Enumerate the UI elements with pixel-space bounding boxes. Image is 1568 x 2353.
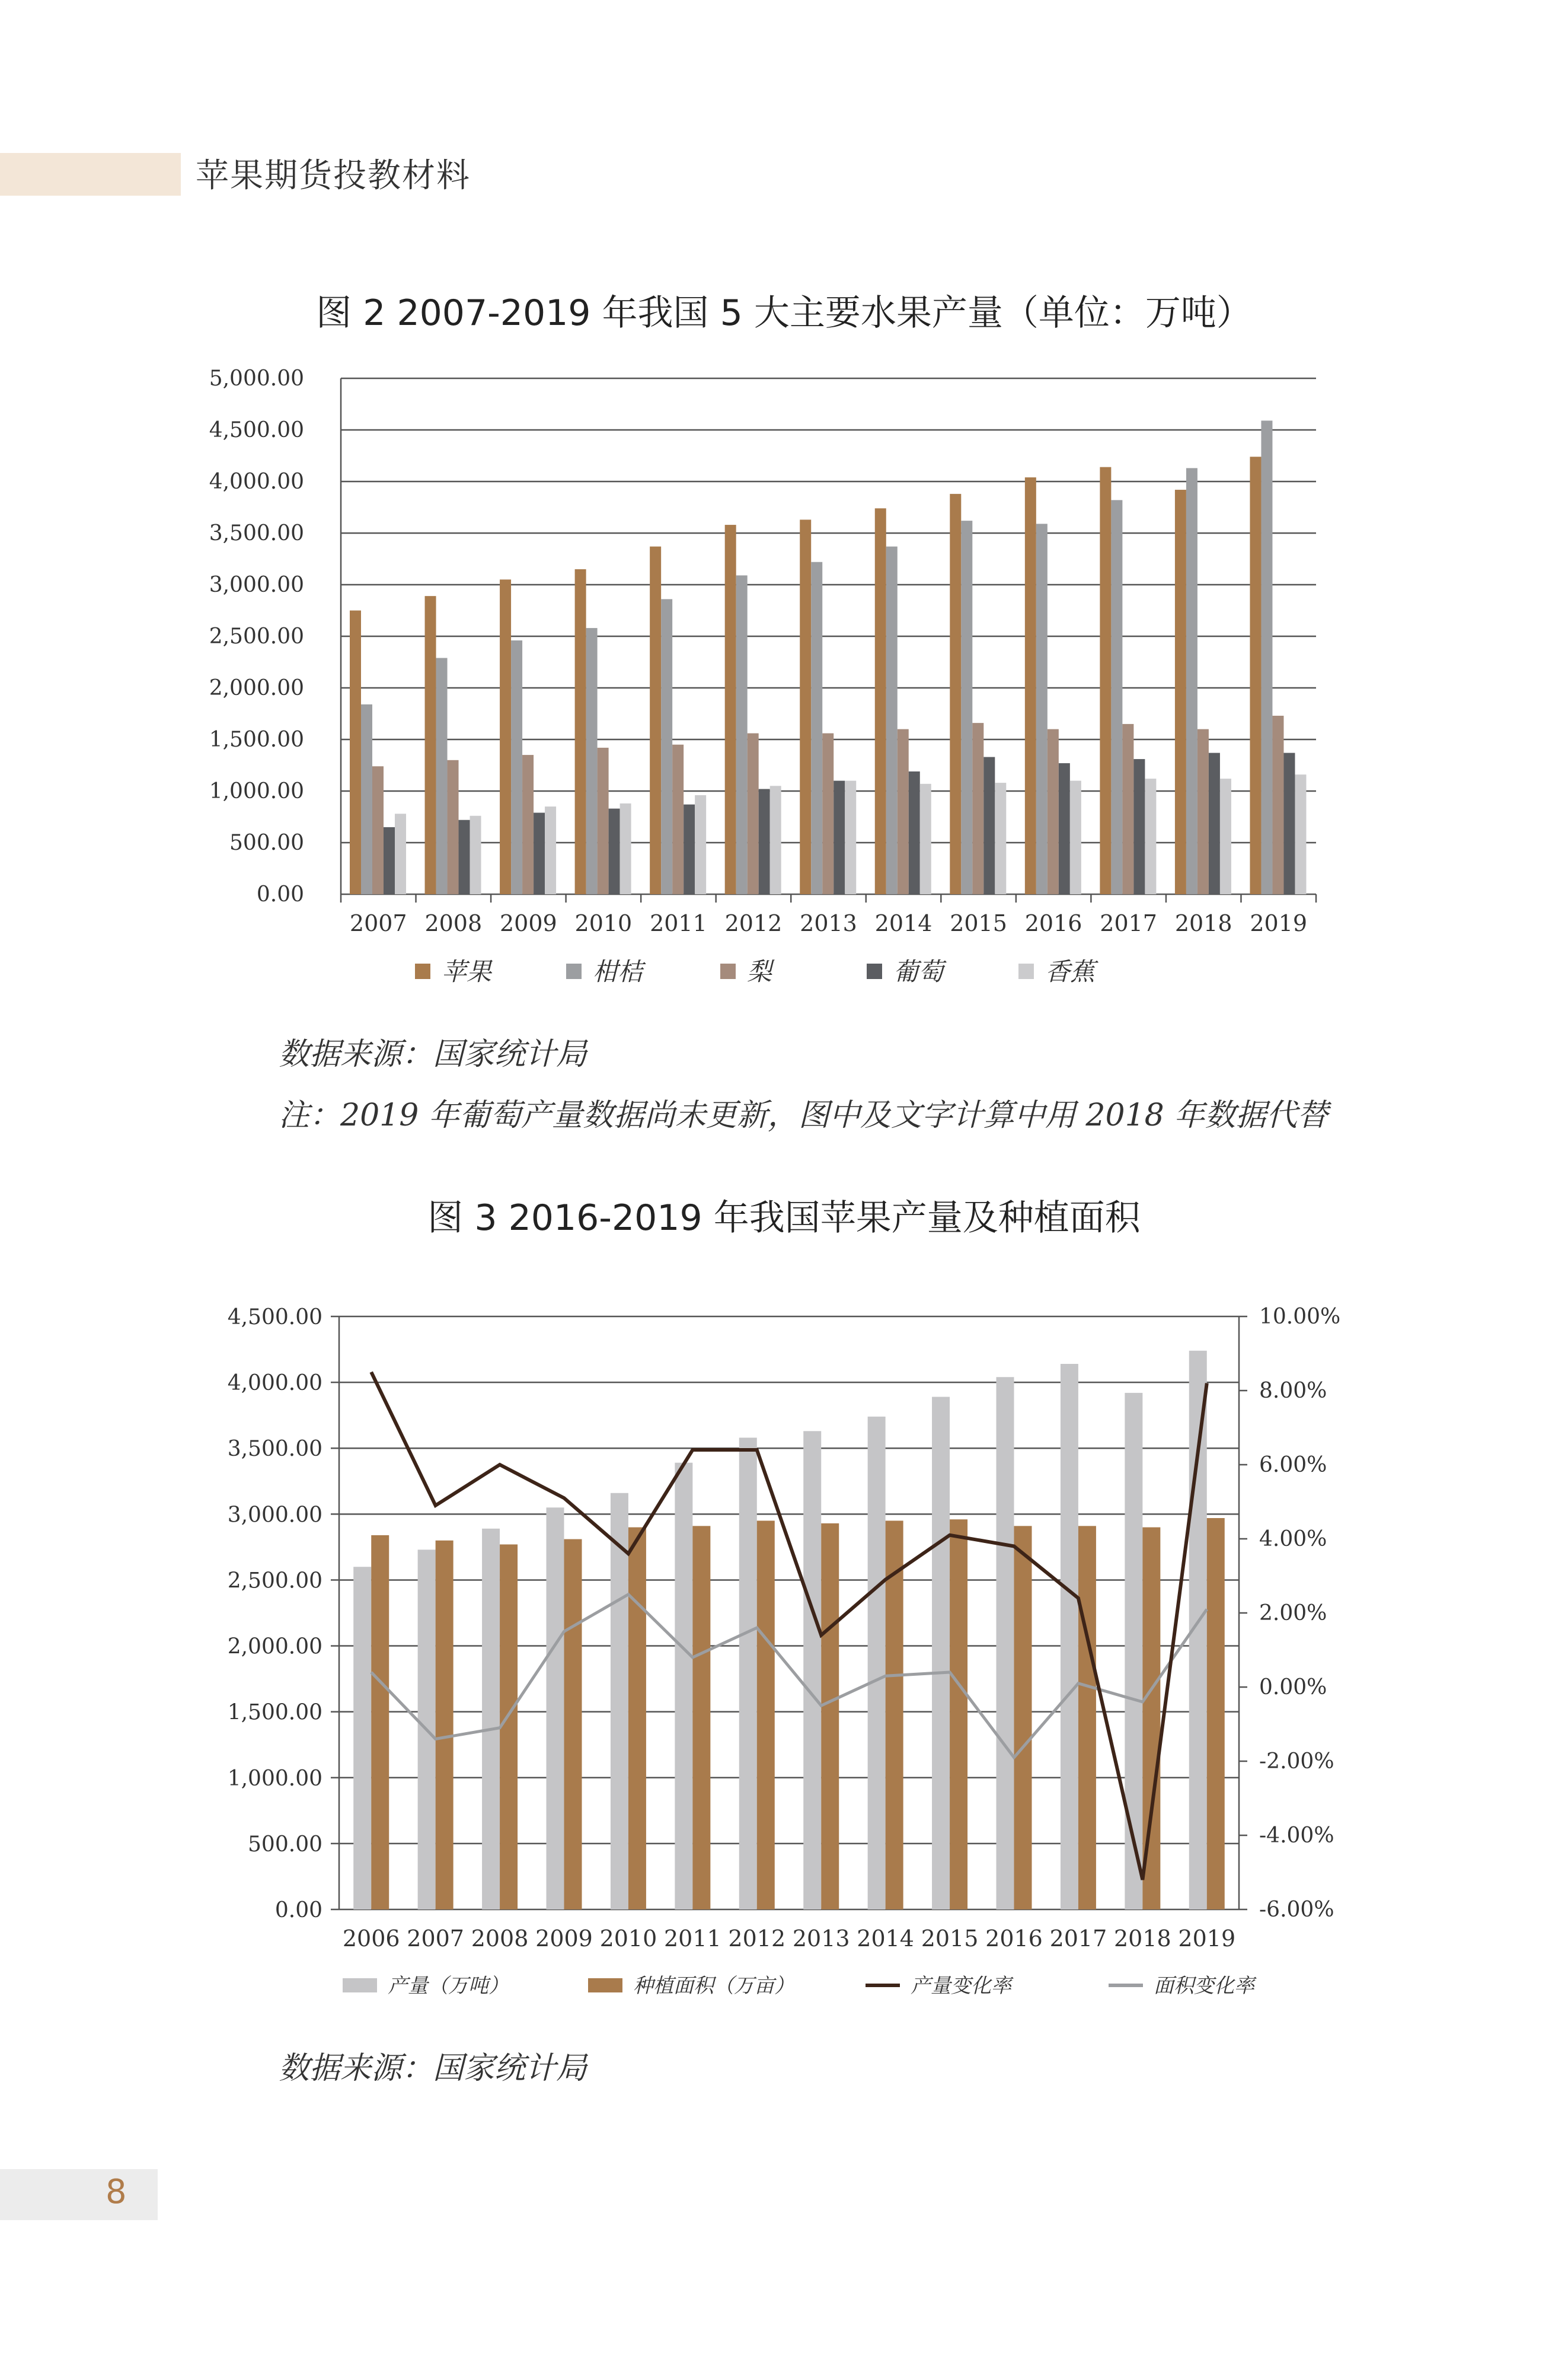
fruit-production-chart [0,332,1568,1008]
x-tick-label: 2019 [1250,910,1308,936]
x-tick-label: 2013 [792,1925,850,1952]
bar-葡萄-2012 [759,789,770,894]
y2-tick-label: -6.00% [1259,1898,1334,1922]
bar-产量（万吨）-2014 [868,1417,886,1909]
bar-苹果-2018 [1175,490,1186,894]
x-tick-label: 2010 [574,910,633,936]
bar-苹果-2010 [575,569,586,894]
x-tick-label: 2013 [800,910,857,936]
bar-梨-2010 [598,748,609,894]
document-title: 苹果期货投教材料 [196,157,471,195]
bar-柑桔-2017 [1111,500,1122,894]
bar-梨-2011 [672,745,684,894]
figure2-source: 数据来源：国家统计局 [279,1037,587,1072]
legend-label-产量变化率: 产量变化率 [911,1974,1011,1998]
bar-柑桔-2018 [1186,468,1197,894]
y-tick-label: 5,000.00 [209,366,304,391]
bar-种植面积（万亩）-2019 [1207,1518,1225,1909]
y2-tick-label: -4.00% [1259,1823,1334,1848]
bar-香蕉-2011 [695,795,706,894]
bar-香蕉-2018 [1220,779,1231,894]
bar-梨-2009 [522,755,534,894]
figure3-source: 数据来源：国家统计局 [279,2051,587,2086]
x-tick-label: 2017 [1049,1925,1107,1952]
apple-production-area-chart [0,1275,1568,2034]
bar-产量（万吨）-2018 [1125,1393,1142,1909]
bar-产量（万吨）-2013 [803,1431,821,1909]
x-tick-label: 2007 [407,1925,465,1952]
bar-产量（万吨）-2010 [611,1493,628,1909]
bar-苹果-2013 [800,519,811,894]
y-tick-label: 4,500.00 [209,418,304,442]
y-tick-label: 500.00 [229,831,304,855]
y2-tick-label: 10.00% [1259,1305,1341,1329]
bar-种植面积（万亩）-2012 [757,1520,775,1909]
bar-柑桔-2009 [511,640,522,894]
x-tick-label: 2017 [1100,910,1158,936]
legend-label-香蕉: 香蕉 [1045,957,1096,986]
y-tick-label: 1,000.00 [209,779,304,804]
x-tick-label: 2006 [342,1925,400,1952]
y-tick-label: 2,000.00 [209,676,304,700]
x-tick-label: 2009 [535,1925,593,1952]
bar-葡萄-2018 [1209,753,1220,894]
bar-柑桔-2007 [361,704,372,894]
bar-梨-2013 [822,734,834,894]
y-tick-label: 4,500.00 [227,1305,322,1329]
y-tick-label: 2,500.00 [227,1568,322,1593]
y2-tick-label: 0.00% [1259,1675,1327,1700]
bar-柑桔-2012 [736,575,748,894]
x-tick-label: 2008 [424,910,483,936]
y-tick-label: 4,000.00 [209,470,304,494]
y2-tick-label: 2.00% [1259,1601,1327,1625]
x-tick-label: 2014 [874,910,933,936]
bar-梨-2012 [748,734,759,894]
figure2-note: 注：2019 年葡萄产量数据尚未更新，图中及文字计算中用 2018 年数据代替 [279,1098,1329,1133]
figure3-title: 图 3 2016-2019 年我国苹果产量及种植面积 [427,1197,1141,1239]
legend-swatch-苹果 [415,964,430,979]
bar-梨-2014 [898,729,909,894]
x-tick-label: 2010 [599,1925,657,1952]
legend-swatch-柑桔 [566,964,582,979]
bar-梨-2007 [372,766,384,894]
y-tick-label: 3,500.00 [209,521,304,546]
bar-产量（万吨）-2009 [547,1507,564,1909]
bar-香蕉-2015 [995,783,1006,894]
bar-产量（万吨）-2012 [739,1437,757,1909]
y2-tick-label: 4.00% [1259,1527,1327,1551]
bar-香蕉-2013 [845,781,856,894]
bar-葡萄-2011 [684,805,695,894]
bar-梨-2017 [1122,724,1133,894]
bar-梨-2016 [1048,729,1059,894]
y-tick-label: 500.00 [248,1832,322,1857]
x-tick-label: 2012 [724,910,783,936]
bar-柑桔-2014 [886,547,898,894]
legend-swatch-香蕉 [1018,964,1034,979]
bar-产量（万吨）-2006 [353,1567,371,1909]
bar-种植面积（万亩）-2009 [564,1539,582,1909]
bar-葡萄-2016 [1059,763,1070,894]
bar-种植面积（万亩）-2011 [692,1526,710,1909]
bar-产量（万吨）-2011 [675,1463,692,1909]
bar-种植面积（万亩）-2010 [628,1528,646,1909]
x-tick-label: 2018 [1174,910,1232,936]
bar-梨-2019 [1272,716,1283,894]
bar-葡萄-2008 [459,820,470,894]
x-tick-label: 2016 [1024,910,1082,936]
y-tick-label: 2,000.00 [227,1634,322,1659]
legend-label-葡萄: 葡萄 [893,957,944,986]
bar-葡萄-2009 [534,813,545,894]
legend-label-种植面积（万亩）: 种植面积（万亩） [633,1974,794,1998]
legend-label-柑桔: 柑桔 [593,957,643,986]
bar-葡萄-2015 [983,757,995,894]
bar-香蕉-2009 [545,806,556,894]
x-tick-label: 2012 [728,1925,786,1952]
bar-种植面积（万亩）-2006 [371,1535,389,1909]
bar-苹果-2019 [1250,457,1261,894]
y-tick-label: 1,500.00 [209,728,304,752]
bar-种植面积（万亩）-2013 [821,1523,839,1909]
bar-香蕉-2017 [1145,779,1156,894]
y2-tick-label: 8.00% [1259,1379,1327,1403]
bar-柑桔-2010 [586,628,598,894]
bar-苹果-2007 [350,611,361,895]
bar-种植面积（万亩）-2015 [950,1519,967,1909]
legend-label-面积变化率: 面积变化率 [1154,1974,1254,1998]
bar-种植面积（万亩）-2008 [500,1544,518,1909]
y-tick-label: 1,000.00 [227,1766,322,1791]
y-tick-label: 3,000.00 [209,573,304,597]
bar-香蕉-2012 [770,786,781,894]
legend-label-苹果: 苹果 [442,957,492,986]
y-tick-label: 4,000.00 [227,1371,322,1396]
x-tick-label: 2011 [663,1925,721,1952]
legend-swatch-梨 [720,964,736,979]
bar-梨-2015 [972,723,983,894]
bar-苹果-2012 [725,525,736,894]
bar-香蕉-2010 [620,804,631,894]
legend-label-梨: 梨 [747,957,772,986]
x-tick-label: 2014 [857,1925,915,1952]
bar-产量（万吨）-2015 [932,1397,950,1909]
bar-葡萄-2013 [834,781,845,894]
x-tick-label: 2016 [985,1925,1043,1952]
bar-种植面积（万亩）-2016 [1014,1526,1032,1909]
y-tick-label: 3,500.00 [227,1437,322,1462]
bar-种植面积（万亩）-2007 [436,1541,454,1909]
x-tick-label: 2018 [1113,1925,1171,1952]
page-number: 8 [106,2173,127,2211]
y-tick-label: 0.00 [274,1898,322,1922]
x-tick-label: 2011 [650,910,707,936]
bar-柑桔-2016 [1036,524,1048,894]
bar-香蕉-2007 [395,814,406,894]
x-tick-label: 2019 [1178,1925,1236,1952]
bar-葡萄-2019 [1283,753,1295,894]
bar-葡萄-2014 [909,771,920,894]
figure2-title: 图 2 2007-2019 年我国 5 大主要水果产量（单位：万吨） [316,292,1252,334]
bar-香蕉-2014 [920,784,931,894]
x-tick-label: 2015 [950,910,1007,936]
bar-苹果-2009 [500,579,511,894]
bar-香蕉-2016 [1070,781,1081,894]
bar-梨-2008 [448,760,459,894]
header-accent-bar [0,153,181,196]
bar-苹果-2014 [875,508,886,894]
x-tick-label: 2015 [921,1925,979,1952]
bar-苹果-2015 [950,494,961,894]
bar-柑桔-2011 [661,599,672,894]
bar-香蕉-2008 [470,816,481,894]
y2-tick-label: -2.00% [1259,1749,1334,1774]
bar-产量（万吨）-2017 [1061,1364,1078,1909]
bar-葡萄-2007 [384,827,395,894]
bar-苹果-2016 [1025,477,1036,894]
bar-葡萄-2010 [609,809,620,894]
bar-苹果-2011 [650,547,661,894]
legend-swatch-产量（万吨） [343,1978,377,1992]
bar-柑桔-2013 [811,562,822,894]
legend-label-产量（万吨）: 产量（万吨） [388,1974,509,1998]
bar-种植面积（万亩）-2017 [1078,1526,1096,1909]
x-tick-label: 2008 [471,1925,529,1952]
legend-swatch-种植面积（万亩） [588,1978,622,1992]
bar-柑桔-2015 [961,521,972,894]
page-number-box [0,2169,158,2220]
y2-tick-label: 6.00% [1259,1453,1327,1477]
bar-梨-2018 [1197,729,1209,894]
y-tick-label: 1,500.00 [227,1700,322,1725]
x-tick-label: 2009 [499,910,557,936]
bar-产量（万吨）-2016 [997,1377,1014,1909]
bar-柑桔-2008 [436,658,448,894]
legend-swatch-葡萄 [867,964,882,979]
bar-柑桔-2019 [1261,420,1272,894]
bar-香蕉-2019 [1295,774,1306,894]
bar-葡萄-2017 [1133,759,1145,894]
x-tick-label: 2007 [349,910,407,936]
y-tick-label: 3,000.00 [227,1503,322,1528]
y-tick-label: 2,500.00 [209,624,304,649]
bar-产量（万吨）-2008 [482,1529,500,1909]
bar-苹果-2008 [425,596,436,894]
bar-苹果-2017 [1100,467,1111,894]
y-tick-label: 0.00 [256,882,304,907]
